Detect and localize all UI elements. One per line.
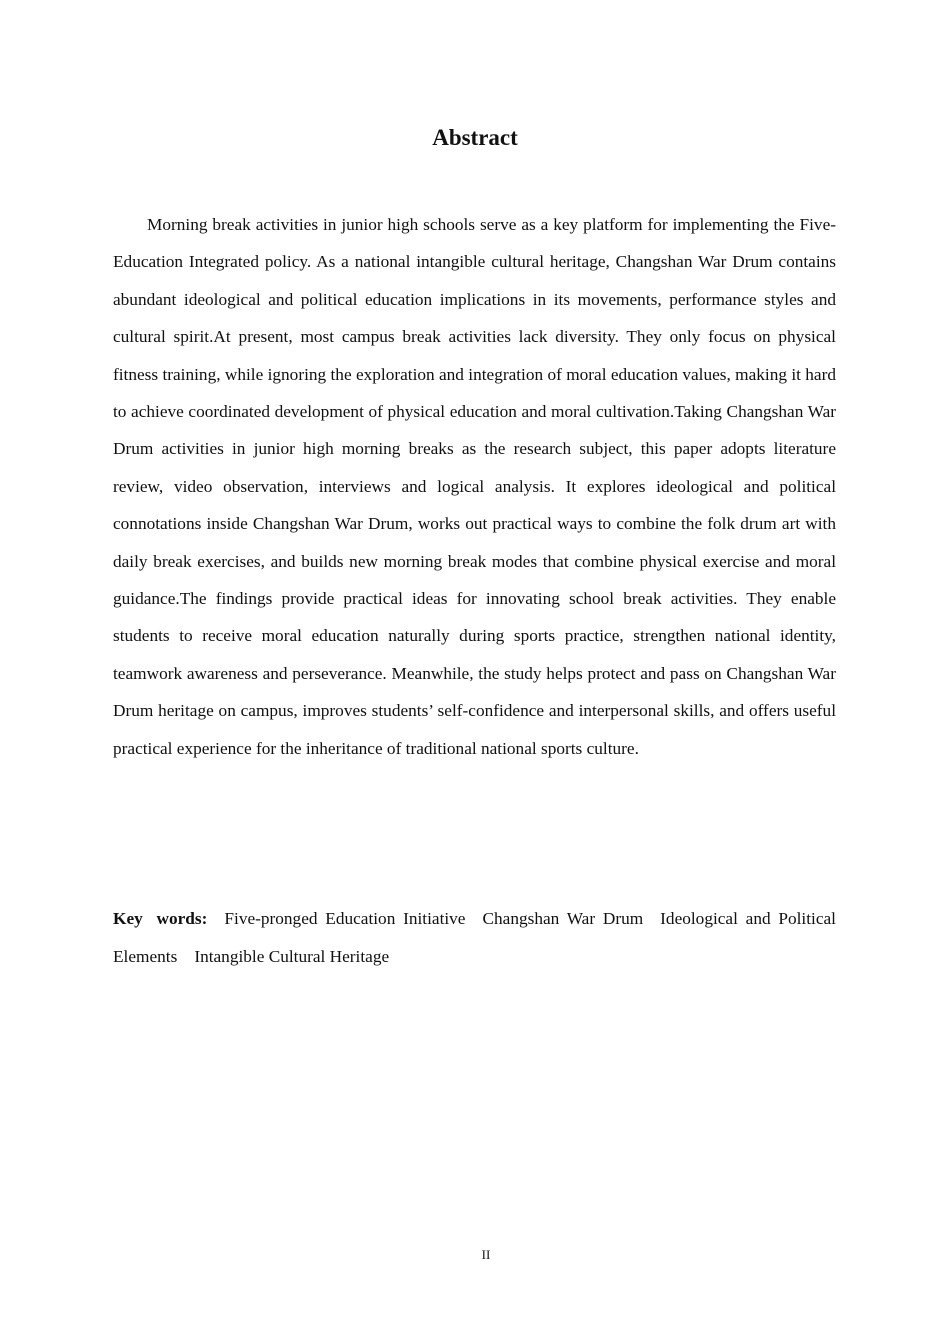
page-number: II [481,1247,491,1262]
abstract-body: Morning break activities in junior high schools serve as a key platform for implementing the Five-Education Integrated policy. As a national intangible cultural heritage, Changshan War Drum contains abundant ideological and political education implications in its movements, performance styles and cultural spirit.At present, most campus break activities lack diversity. They only focus on physical fitness training, while ignoring the exploration and integration of moral education values, making it hard to achieve coordinated development of physical education and moral cultivation.Taking Changshan War Drum activities in junior high morning breaks as the research subject, this paper adopts literature review, video observation, interviews and logical analysis. It explores ideological and political connotations inside Changshan War Drum, works out practical ways to combine the folk drum art with daily break exercises, and builds new morning break modes that combine physical exercise and moral guidance.The findings provide practical ideas for innovating school break activities. They enable students to receive moral education naturally during sports practice, strengthen national identity, teamwork awareness and perseverance. Meanwhile, the study helps protect and pass on Changshan War Drum heritage on campus, improves students’ self-confidence and interpersonal skills, and offers useful practical experience for the inheritance of traditional national sports culture. [113,215,836,758]
keyword-4: Intangible Cultural Heritage [194,946,390,966]
keyword-3: Ideological and Political Elements [113,909,836,966]
keywords-line [113,900,836,975]
abstract-title: Abstract [432,125,518,150]
keywords-label: Key words: [113,909,208,928]
keyword-1: Five-pronged Education Initiative [224,909,466,928]
keyword-2: Changshan War Drum [482,909,644,928]
